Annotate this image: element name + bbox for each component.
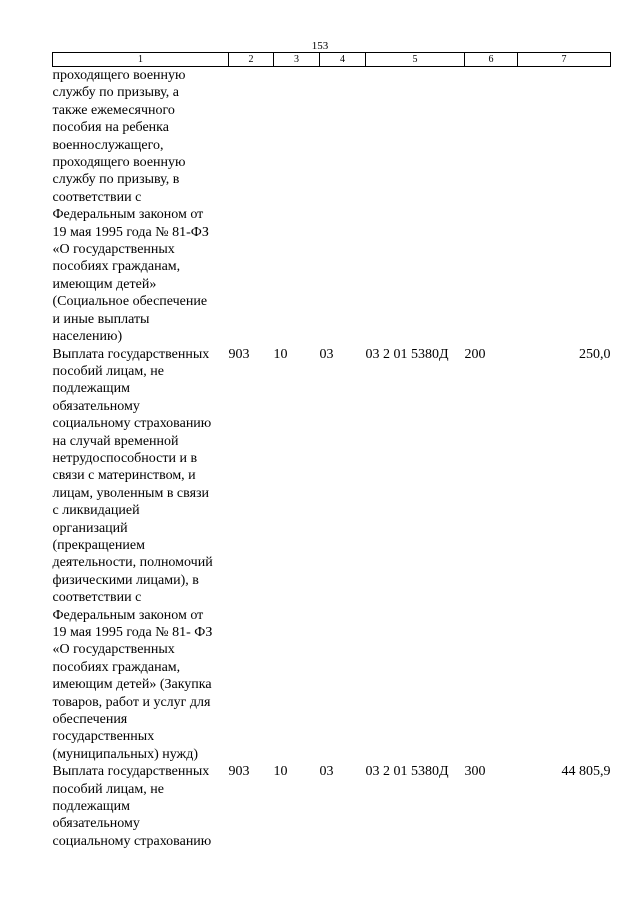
row-target-code: 03 2 01 5380Д (365, 346, 449, 362)
table-row (53, 67, 611, 346)
row-expense-type-code: 200 (464, 346, 486, 362)
row-amount: 44 805,9 (561, 764, 611, 780)
row-subsection-code: 03 (319, 346, 334, 362)
table-row (53, 763, 611, 850)
row-amount (518, 67, 611, 346)
row-name: Выплата государственных пособий лицам, не подлежащим обязательному социальному страхованию (52, 764, 212, 849)
row-ministry-code: 903 (228, 346, 250, 362)
column-number-header (53, 53, 611, 67)
row-target-code: 03 2 01 5380Д (365, 764, 449, 780)
row-name: Выплата государственных пособий лицам, не подлежащим обязательному социальному страхованию на случай временной нетрудоспособности и в связи с материнством, и лицам, уволенным в связи с ликвидацией организаций (прекращением деятельности, полномочий физическими лицами), в соответствии с Федеральным законом от 19 мая 1995 года № 81- ФЗ «О государственных пособиях гражданам, имеющим детей» (Закупка товаров, работ и услуг для обеспечения государственных (муниципальных) нужд) (52, 346, 213, 762)
column-header-3: 3 (274, 53, 320, 67)
row-ministry-code (229, 67, 274, 346)
column-header-4: 4 (320, 53, 366, 67)
column-header-6: 6 (465, 53, 518, 67)
column-header-7: 7 (518, 53, 611, 67)
row-target-code (366, 67, 465, 346)
column-header-5: 5 (366, 53, 465, 67)
budget-table (52, 52, 611, 850)
row-expense-type-code (465, 67, 518, 346)
row-name: проходящего военную службу по призыву, а также ежемесячного пособия на ребенка военнослужащего, проходящего военную службу по призыву, в соответствии с Федеральным законом от 19 мая 1995 года № 81-ФЗ «О государственных пособиях гражданам, имеющим детей» (Социальное обеспечение и иные выплаты населению) (52, 68, 209, 345)
row-section-code (274, 67, 320, 346)
row-expense-type-code: 300 (464, 764, 486, 780)
column-header-1: 1 (53, 53, 229, 67)
row-amount: 250,0 (579, 346, 611, 362)
row-ministry-code: 903 (228, 764, 250, 780)
row-section-code: 10 (273, 764, 288, 780)
column-header-2: 2 (229, 53, 274, 67)
row-subsection-code: 03 (319, 764, 334, 780)
table-row (53, 346, 611, 764)
row-section-code: 10 (273, 346, 288, 362)
row-subsection-code (320, 67, 366, 346)
page-number: 153 (311, 40, 329, 52)
